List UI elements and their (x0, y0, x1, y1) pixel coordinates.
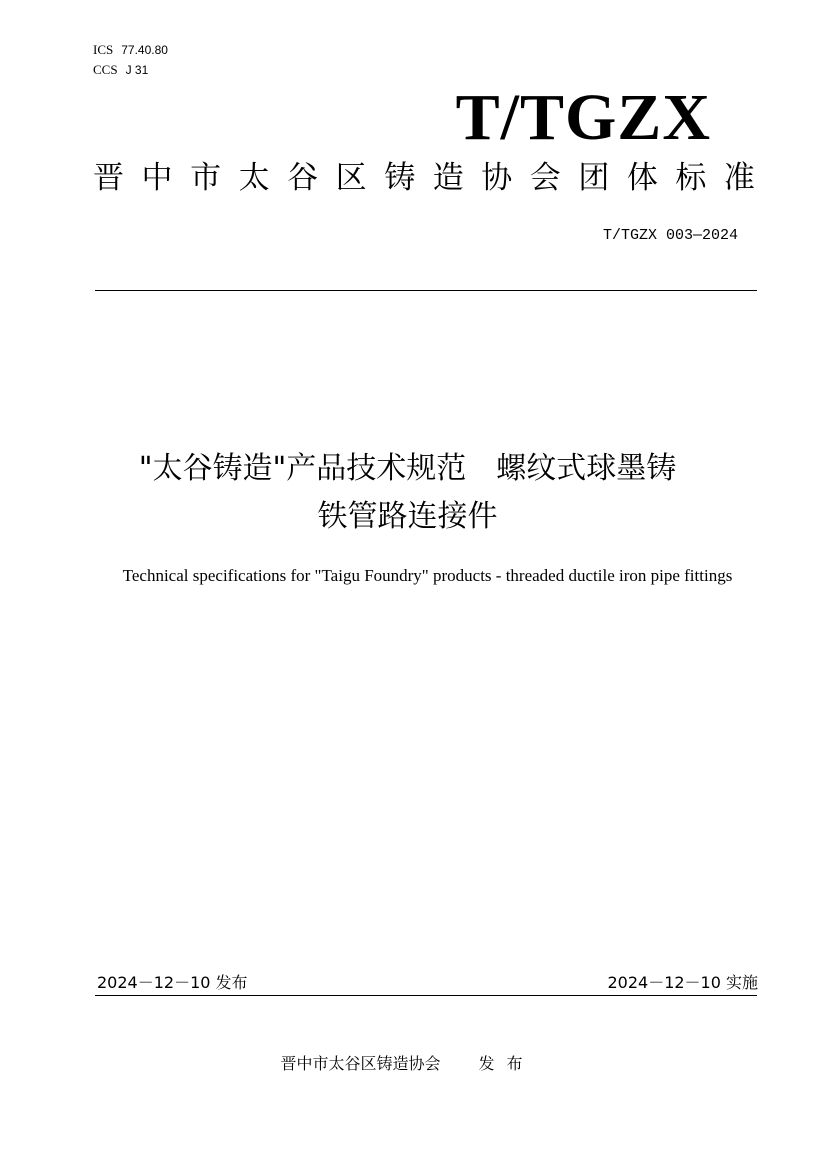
ccs-label: CCS (93, 62, 118, 77)
title-char: 协 (481, 160, 513, 196)
publisher-name: 晋中市太谷区铸造协会 (280, 1054, 441, 1073)
title-char: 体 (626, 160, 658, 196)
publisher-action: 发布 (478, 1054, 535, 1073)
ics-label: ICS (93, 42, 114, 57)
title-char: 市 (190, 160, 222, 196)
footer-divider (95, 995, 757, 996)
publisher-line (0, 1053, 815, 1075)
title-char: 中 (141, 160, 173, 196)
ics-code: 77.40.80 (121, 43, 168, 57)
title-char: 太 (238, 160, 270, 196)
ccs-row (93, 60, 168, 80)
classification-codes (93, 40, 168, 80)
title-char: 谷 (287, 160, 319, 196)
standard-logo: T/TGZX (455, 81, 711, 154)
title-char: 造 (432, 160, 464, 196)
title-char: 准 (723, 160, 755, 196)
document-title-cn (60, 445, 755, 541)
title-char: 铸 (384, 160, 416, 196)
title-char: 会 (529, 160, 561, 196)
standard-number: T/TGZX 003—2024 (602, 227, 738, 244)
title-char: 标 (675, 160, 707, 196)
ics-row (93, 40, 168, 60)
title-char: 区 (335, 160, 367, 196)
title-char: 团 (578, 160, 610, 196)
ccs-code: J 31 (125, 63, 149, 77)
title-cn-line-2: 铁管路连接件 (317, 499, 498, 534)
document-title-en: Technical specifications for "Taigu Foundry" products - threaded ductile iron pipe fittings (122, 566, 733, 585)
header-divider (95, 290, 757, 291)
implementation-date: 2024－12－10 实施 (607, 973, 758, 992)
title-char: 晋 (93, 160, 124, 196)
standard-type-title (93, 158, 755, 198)
title-cn-line-1: "太谷铸造"产品技术规范 螺纹式球墨铸 (138, 451, 677, 486)
issue-date: 2024－12－10 发布 (97, 973, 248, 992)
